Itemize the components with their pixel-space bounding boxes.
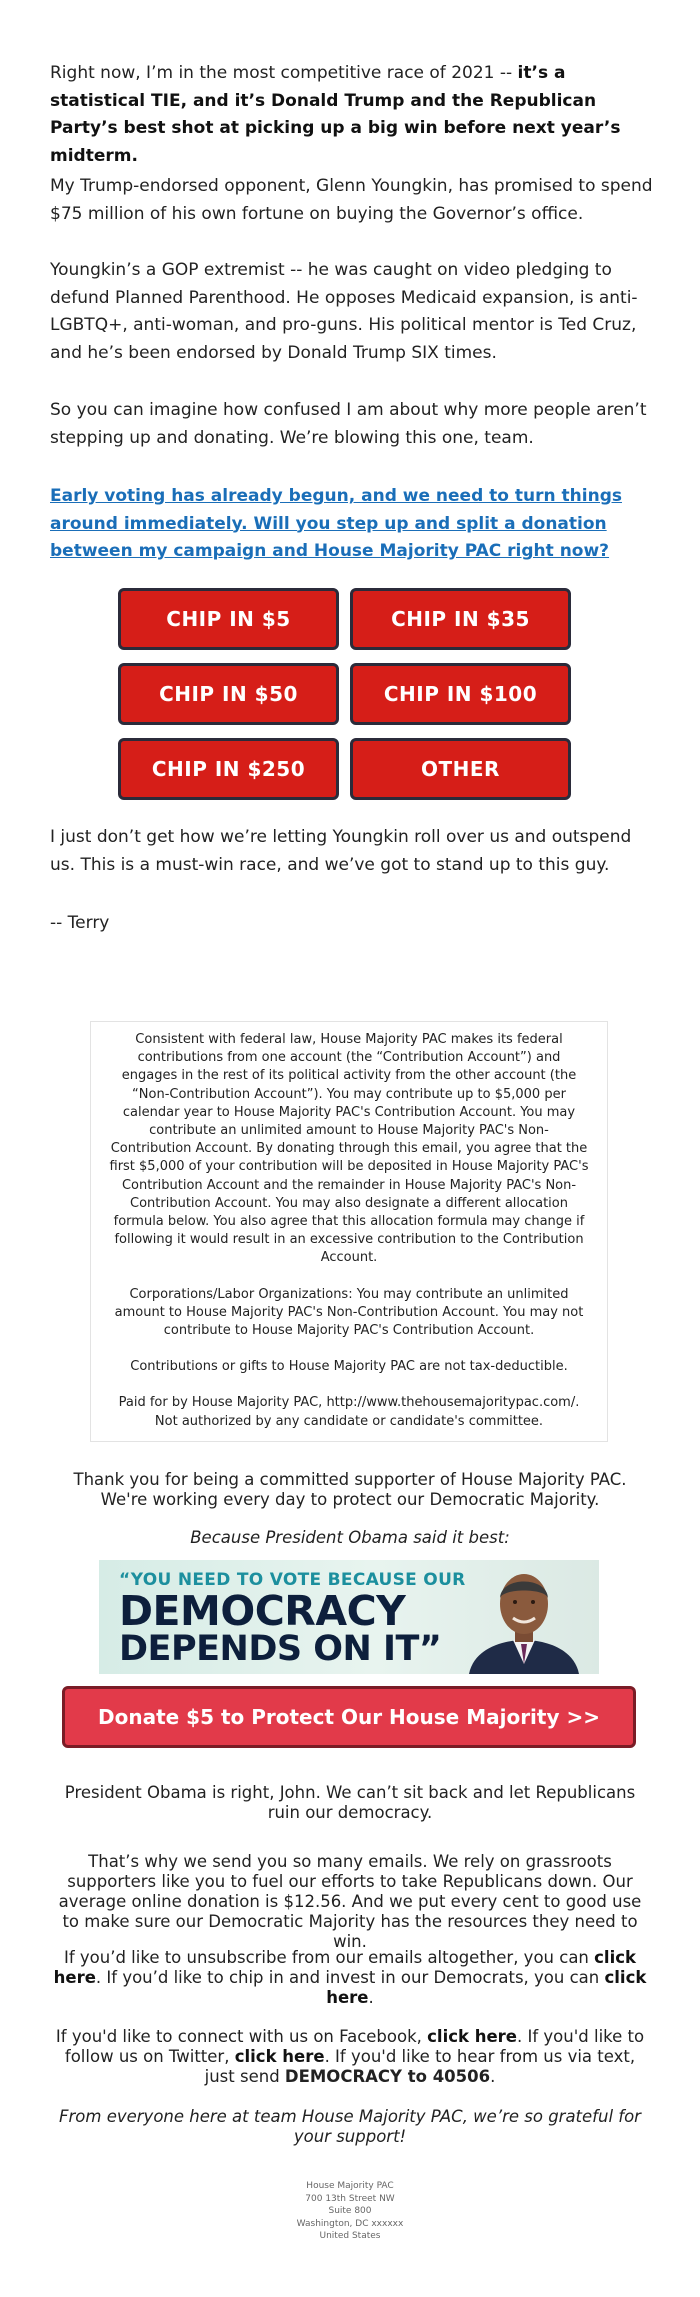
p1-bold-text: it’s a statistical TIE, and it’s Donald Trump and the Republican Party’s best shot at picking up a big win before next year’s midterm.: [50, 63, 621, 166]
unsub-mid-text: . If you’d like to chip in and invest in our Democrats, you can: [95, 1968, 605, 1987]
disclaimer-paid-for: Paid for by House Majority PAC, http://www.thehousemajoritypac.com/. Not authorized by any candidate or candidate's committee.: [118, 1395, 580, 1429]
social-paragraph: [50, 2027, 650, 2087]
donate-5-button[interactable]: Donate $5 to Protect Our House Majority >>: [62, 1686, 636, 1748]
early-voting-link[interactable]: Early voting has already begun, and we need to turn things around immediately. Will you step up and split a donation between my campaign and House Majority PAC right now?: [50, 486, 622, 561]
paragraph-competitive-race: [50, 60, 660, 170]
footer-suite: Suite 800: [328, 2206, 372, 2216]
chip-in-50-button[interactable]: CHIP IN $50: [118, 663, 339, 725]
grateful-text: From everyone here at team House Majority PAC, we’re so grateful for your support!: [59, 2107, 641, 2146]
obama-portrait-image: [449, 1560, 599, 1674]
emails-paragraph: [50, 1852, 650, 1952]
social-mid-text: . If you'd like to follow us on Twitter,: [64, 2027, 645, 2066]
legal-disclaimer-box: [90, 1021, 608, 1442]
banner-quote-line3: DEPENDS ON IT”: [119, 1629, 442, 1669]
p3-text: Youngkin’s a GOP extremist -- he was caught on video pledging to defund Planned Parenthood. He opposes Medicaid expansion, is anti-LGBTQ+, anti-woman, and pro-guns. His political mentor is Ted Cruz, and he’s been endorsed by Donald Trump SIX times.: [50, 260, 638, 363]
unsubscribe-link[interactable]: click here: [53, 1948, 636, 1987]
facebook-link[interactable]: click here: [427, 2027, 517, 2046]
p5-text: I just don’t get how we’re letting Youngkin roll over us and outspend us. This is a must-win race, and we’ve got to stand up to this guy.: [50, 827, 632, 875]
footer-country: United States: [319, 2231, 381, 2241]
thanks-text: Thank you for being a committed supporter of House Majority PAC. We're working every day to protect our Democratic Majority.: [73, 1470, 627, 1509]
banner-quote-line2: DEMOCRACY: [119, 1587, 406, 1635]
disclaimer-tax: Contributions or gifts to House Majority PAC are not tax-deductible.: [130, 1359, 568, 1375]
grateful-paragraph: [50, 2107, 650, 2147]
footer-city: Washington, DC xxxxxx: [296, 2218, 404, 2229]
paragraph-opponent: [50, 173, 660, 228]
social-pre-text: If you'd like to connect with us on Facebook,: [55, 2027, 428, 2046]
chip-in-5-button[interactable]: CHIP IN $5: [118, 588, 339, 650]
chip-in-100-button[interactable]: CHIP IN $100: [350, 663, 571, 725]
obama-quote-banner[interactable]: [99, 1560, 599, 1674]
thanks-paragraph: [50, 1470, 650, 1510]
twitter-link[interactable]: click here: [234, 2047, 325, 2066]
paragraph-cta: [50, 483, 660, 566]
obama-right-text: President Obama is right, John. We can’t sit back and let Republicans ruin our democracy.: [64, 1783, 636, 1822]
social-mid2-text: . If you'd like to hear from us via text, just send: [204, 2047, 636, 2086]
p1-text: Right now, I’m in the most competitive race of 2021 --: [50, 63, 518, 83]
disclaimer-contribution-accounts: Consistent with federal law, House Majority PAC makes its federal contributions from one account (the “Contribution Account”) and engages in the rest of its political activity from the other account (the “Non-Contribution Account”). You may contribute up to $5,000 per calendar year to House Majority PAC's Contribution Account. You may contribute an unlimited amount to House Majority PAC's Non-Contribution Account. By donating through this email, you agree that the first $5,000 of your contribution will be deposited in House Majority PAC's Contribution Account and the remainder in House Majority PAC's Non-Contribution Account. You may also designate a different allocation formula below. You also agree that this allocation formula may change if following it would result in an excessive contribution to the Contribution Account.: [109, 1032, 589, 1266]
unsub-end-text: .: [368, 1988, 374, 2007]
unsub-pre-text: If you’d like to unsubscribe from our emails altogether, you can: [63, 1948, 595, 1967]
banner-quote-line1: “YOU NEED TO VOTE BECAUSE OUR: [119, 1570, 466, 1590]
signoff: [50, 910, 660, 938]
obama-right-paragraph: [50, 1783, 650, 1823]
chip-in-other-button[interactable]: OTHER: [350, 738, 571, 800]
footer-address: [250, 2180, 450, 2243]
chip-in-250-button[interactable]: CHIP IN $250: [118, 738, 339, 800]
invest-link[interactable]: click here: [326, 1968, 647, 2007]
footer-org-name: House Majority PAC: [306, 2181, 394, 2191]
obama-intro-text: Because President Obama said it best:: [190, 1528, 510, 1547]
text-keyword: DEMOCRACY to 40506: [284, 2067, 491, 2086]
disclaimer-corporations: Corporations/Labor Organizations: You may contribute an unlimited amount to House Majority PAC's Non-Contribution Account. You may not contribute to House Majority PAC's Contribution Account.: [114, 1286, 584, 1339]
paragraph-confused: [50, 397, 660, 452]
p2-text: My Trump-endorsed opponent, Glenn Youngkin, has promised to spend $75 million of his own fortune on buying the Governor’s office.: [50, 176, 653, 224]
p4-text: So you can imagine how confused I am about why more people aren’t stepping up and donating. We’re blowing this one, team.: [50, 400, 647, 448]
paragraph-extremist: [50, 257, 660, 367]
footer-street: 700 13th Street NW: [305, 2193, 395, 2204]
unsubscribe-paragraph: [50, 1948, 650, 2008]
obama-intro: [50, 1528, 650, 1548]
signoff-text: -- Terry: [50, 913, 110, 933]
emails-text: That’s why we send you so many emails. We rely on grassroots supporters like you to fuel our efforts to take Republicans down. Our average online donation is $12.56. And we put every cent to good use to make sure our Democratic Majority has the resources they need to win.: [58, 1852, 642, 1951]
chip-in-35-button[interactable]: CHIP IN $35: [350, 588, 571, 650]
social-end-text: .: [490, 2067, 496, 2086]
paragraph-must-win: [50, 824, 660, 879]
